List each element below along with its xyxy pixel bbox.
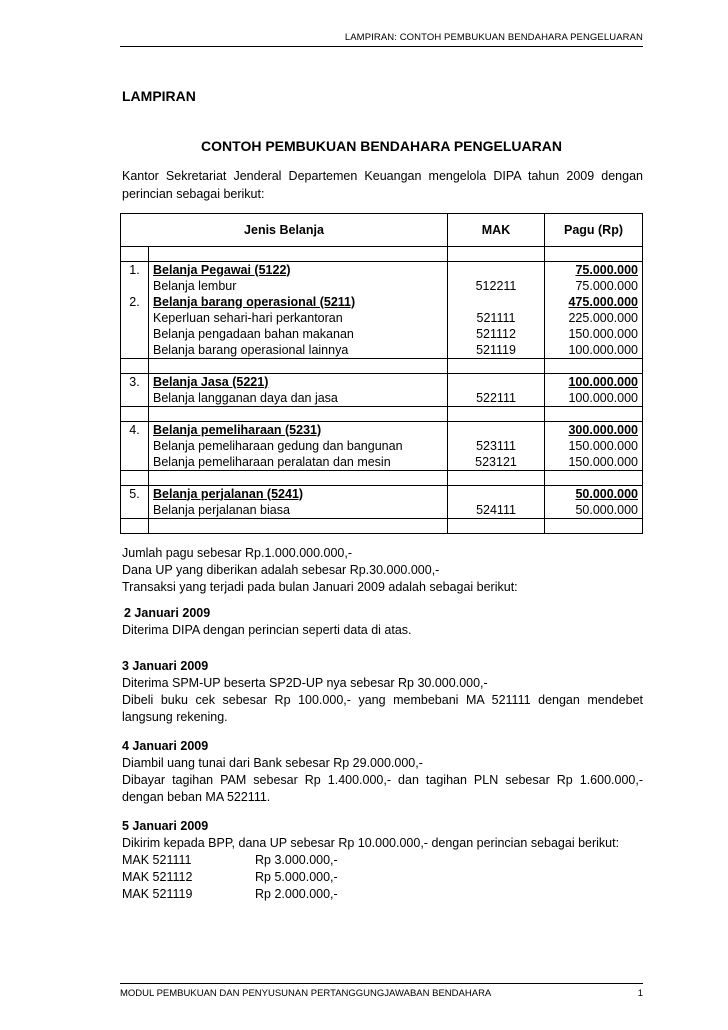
row-no (121, 342, 149, 359)
allocation-mak: MAK 521112 (122, 870, 193, 884)
page-footer (120, 988, 643, 999)
footer-rule (120, 983, 643, 984)
table-row (121, 294, 643, 310)
row-mak: 512211 (448, 278, 545, 294)
entry-text: Diterima DIPA dengan perincian seperti data di atas. (122, 623, 412, 637)
row-no: 1. (121, 262, 149, 279)
row-pagu: 225.000.000 (545, 310, 643, 326)
entry-date: 4 Januari 2009 (122, 739, 209, 753)
row-mak: 524111 (448, 502, 545, 519)
row-no (121, 310, 149, 326)
summary-dana-up: Dana UP yang diberikan adalah sebesar Rp.30.000.000,- (122, 563, 440, 577)
row-mak (448, 374, 545, 391)
row-mak (448, 262, 545, 279)
row-pagu: 100.000.000 (545, 390, 643, 407)
row-jenis: Belanja pemeliharaan (5231) (149, 422, 448, 439)
journal-entry (122, 605, 643, 639)
allocation-mak: MAK 521119 (122, 887, 193, 901)
allocation-line (122, 886, 643, 903)
row-no: 4. (121, 422, 149, 439)
row-mak (448, 294, 545, 310)
spacer-row (121, 247, 643, 262)
document-title: CONTOH PEMBUKUAN BENDAHARA PENGELUARAN (201, 138, 562, 154)
row-jenis: Belanja pemeliharaan peralatan dan mesin (149, 454, 448, 471)
row-pagu: 75.000.000 (545, 278, 643, 294)
row-pagu: 50.000.000 (545, 502, 643, 519)
row-pagu: 75.000.000 (545, 262, 643, 279)
row-no (121, 502, 149, 519)
row-pagu: 100.000.000 (545, 342, 643, 359)
table-row (121, 502, 643, 519)
row-no: 2. (121, 294, 149, 310)
row-no (121, 326, 149, 342)
row-pagu: 100.000.000 (545, 374, 643, 391)
row-jenis: Belanja perjalanan biasa (149, 502, 448, 519)
entry-text: Dibeli buku cek sebesar Rp 100.000,- yang membebani MA 521111 dengan mendebet langsung rekening. (122, 693, 643, 724)
running-header: LAMPIRAN: CONTOH PEMBUKUAN BENDAHARA PENGELUARAN (344, 32, 643, 43)
row-mak (448, 422, 545, 439)
spacer-row (121, 519, 643, 534)
row-mak: 522111 (448, 390, 545, 407)
allocation-amount: Rp 3.000.000,- (255, 853, 338, 867)
table-row (121, 486, 643, 503)
allocation-line (122, 869, 643, 886)
spacer-row (121, 359, 643, 374)
summary-block (122, 545, 518, 596)
row-jenis: Belanja langganan daya dan jasa (149, 390, 448, 407)
header-rule (120, 46, 643, 47)
row-no (121, 438, 149, 454)
entry-text: Dikirim kepada BPP, dana UP sebesar Rp 10.000.000,- dengan perincian sebagai berikut: (122, 836, 620, 850)
header-jenis: Jenis Belanja (121, 214, 448, 247)
row-mak: 523111 (448, 438, 545, 454)
table-row (121, 278, 643, 294)
intro-paragraph: Kantor Sekretariat Jenderal Departemen Keuangan mengelola DIPA tahun 2009 dengan perincian sebagai berikut: (122, 169, 643, 201)
page-number: 1 (637, 988, 643, 999)
allocation-amount: Rp 5.000.000,- (255, 870, 338, 884)
header-mak: MAK (448, 214, 545, 247)
row-pagu: 150.000.000 (545, 438, 643, 454)
summary-transactions-intro: Transaksi yang terjadi pada bulan Januari 2009 adalah sebagai berikut: (122, 580, 518, 594)
row-pagu: 300.000.000 (545, 422, 643, 439)
table-header-row (121, 214, 643, 247)
summary-total-pagu: Jumlah pagu sebesar Rp.1.000.000.000,- (122, 546, 353, 560)
entry-text: Dibayar tagihan PAM sebesar Rp 1.400.000,- dan tagihan PLN sebesar Rp 1.600.000,- dengan beban MA 522111. (122, 773, 643, 804)
header-pagu: Pagu (Rp) (545, 214, 643, 247)
allocation-amount: Rp 2.000.000,- (255, 887, 338, 901)
row-no: 3. (121, 374, 149, 391)
allocation-mak: MAK 521111 (122, 853, 192, 867)
row-jenis: Belanja pengadaan bahan makanan (149, 326, 448, 342)
row-no (121, 278, 149, 294)
row-mak: 523121 (448, 454, 545, 471)
row-no (121, 390, 149, 407)
row-jenis: Belanja lembur (149, 278, 448, 294)
row-pagu: 475.000.000 (545, 294, 643, 310)
entry-date: 3 Januari 2009 (122, 659, 209, 673)
row-no: 5. (121, 486, 149, 503)
entry-date: 5 Januari 2009 (122, 819, 209, 833)
journal-entry (122, 818, 643, 903)
spacer-row (121, 471, 643, 486)
row-jenis: Belanja Jasa (5221) (149, 374, 448, 391)
row-jenis: Belanja perjalanan (5241) (149, 486, 448, 503)
row-jenis: Keperluan sehari-hari perkantoran (149, 310, 448, 326)
table-row (121, 454, 643, 471)
table-row (121, 422, 643, 439)
table-row (121, 310, 643, 326)
row-mak: 521119 (448, 342, 545, 359)
journal-entry (122, 738, 643, 806)
entry-text: Diambil uang tunai dari Bank sebesar Rp 29.000.000,- (122, 756, 423, 770)
table-row (121, 342, 643, 359)
row-jenis: Belanja barang operasional (5211) (149, 294, 448, 310)
entry-text: Diterima SPM-UP beserta SP2D-UP nya sebesar Rp 30.000.000,- (122, 676, 488, 690)
row-pagu: 150.000.000 (545, 326, 643, 342)
footer-title: MODUL PEMBUKUAN DAN PENYUSUNAN PERTANGGUNGJAWABAN BENDAHARA (120, 988, 492, 999)
row-jenis: Belanja Pegawai (5122) (149, 262, 448, 279)
row-no (121, 454, 149, 471)
journal-entry (122, 658, 643, 726)
row-mak: 521111 (448, 310, 545, 326)
spacer-row (121, 407, 643, 422)
row-jenis: Belanja barang operasional lainnya (149, 342, 448, 359)
table-row (121, 390, 643, 407)
section-label: LAMPIRAN (122, 88, 196, 104)
table-row (121, 326, 643, 342)
row-jenis: Belanja pemeliharaan gedung dan bangunan (149, 438, 448, 454)
budget-table (120, 213, 643, 534)
table-row (121, 374, 643, 391)
row-mak: 521112 (448, 326, 545, 342)
entry-date: 2 Januari 2009 (124, 606, 211, 620)
row-mak (448, 486, 545, 503)
table-row (121, 438, 643, 454)
row-pagu: 150.000.000 (545, 454, 643, 471)
table-row (121, 262, 643, 279)
row-pagu: 50.000.000 (545, 486, 643, 503)
allocation-line (122, 852, 643, 869)
